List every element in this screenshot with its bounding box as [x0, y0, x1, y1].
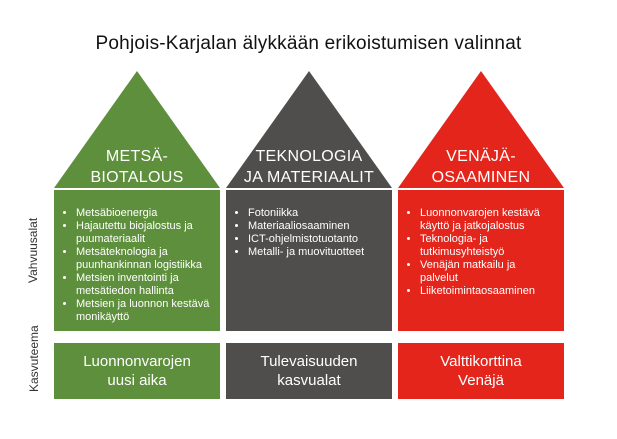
- strengths-box: [226, 190, 392, 331]
- strengths-list: [406, 207, 556, 298]
- list-item: • Liiketoimintaosaaminen: [420, 285, 556, 298]
- growth-theme-box: [226, 343, 392, 399]
- list-item: • Fotoniikka: [248, 207, 384, 220]
- list-item: • Metsien ja luonnon kestävä monikäyttö: [76, 298, 212, 324]
- strengths-box: [54, 190, 220, 331]
- growth-theme-line: Valttikorttina: [440, 353, 522, 370]
- pillar-heading-line: TEKNOLOGIA: [255, 148, 363, 165]
- growth-theme-line: uusi aika: [107, 372, 167, 389]
- list-item: • Metalli- ja muovituotteet: [248, 246, 384, 259]
- pillar-heading: [226, 146, 392, 188]
- growth-theme-box: [398, 343, 564, 399]
- list-item: • Materiaaliosaaminen: [248, 220, 384, 233]
- list-item: • Luonnonvarojen kestävä käyttö ja jatkojalostus: [420, 207, 556, 233]
- pillar-heading: [54, 146, 220, 188]
- diagram-title: Pohjois-Karjalan älykkään erikoistumisen valinnat: [95, 33, 522, 54]
- pillar-heading-line: BIOTALOUS: [90, 169, 184, 186]
- strengths-box: [398, 190, 564, 331]
- pillar-heading-line: JA MATERIAALIT: [243, 169, 375, 186]
- list-item: • Metsäbioenergia: [76, 207, 212, 220]
- growth-theme-line: Tulevaisuuden: [260, 353, 358, 370]
- strengths-list: [234, 207, 384, 259]
- pillar-heading-line: OSAAMINEN: [431, 169, 531, 186]
- pillar-heading: [398, 146, 564, 188]
- growth-theme-box: [54, 343, 220, 399]
- side-label-growth-theme: Kasvuteema: [27, 325, 41, 392]
- list-item: • Metsäteknologia ja puunhankinnan logistiikka: [76, 246, 212, 272]
- list-item: • Teknologia- ja tutkimusyhteistyö: [420, 233, 556, 259]
- strengths-list: [62, 207, 212, 324]
- pillar-heading-line: METSÄ-: [105, 148, 169, 165]
- list-item: • Hajautettu biojalostus ja puumateriaalit: [76, 220, 212, 246]
- growth-theme-line: kasvualat: [277, 372, 341, 389]
- growth-theme-line: Luonnonvarojen: [83, 353, 191, 370]
- list-item: • Metsien inventointi ja metsätiedon hallinta: [76, 272, 212, 298]
- list-item: • ICT-ohjelmistotuotanto: [248, 233, 384, 246]
- growth-theme-line: Venäjä: [458, 372, 504, 389]
- side-label-strengths: Vahvuusalat: [26, 217, 40, 283]
- pillar-heading-line: VENÄJÄ-: [446, 148, 516, 165]
- list-item: • Venäjän matkailu ja palvelut: [420, 259, 556, 285]
